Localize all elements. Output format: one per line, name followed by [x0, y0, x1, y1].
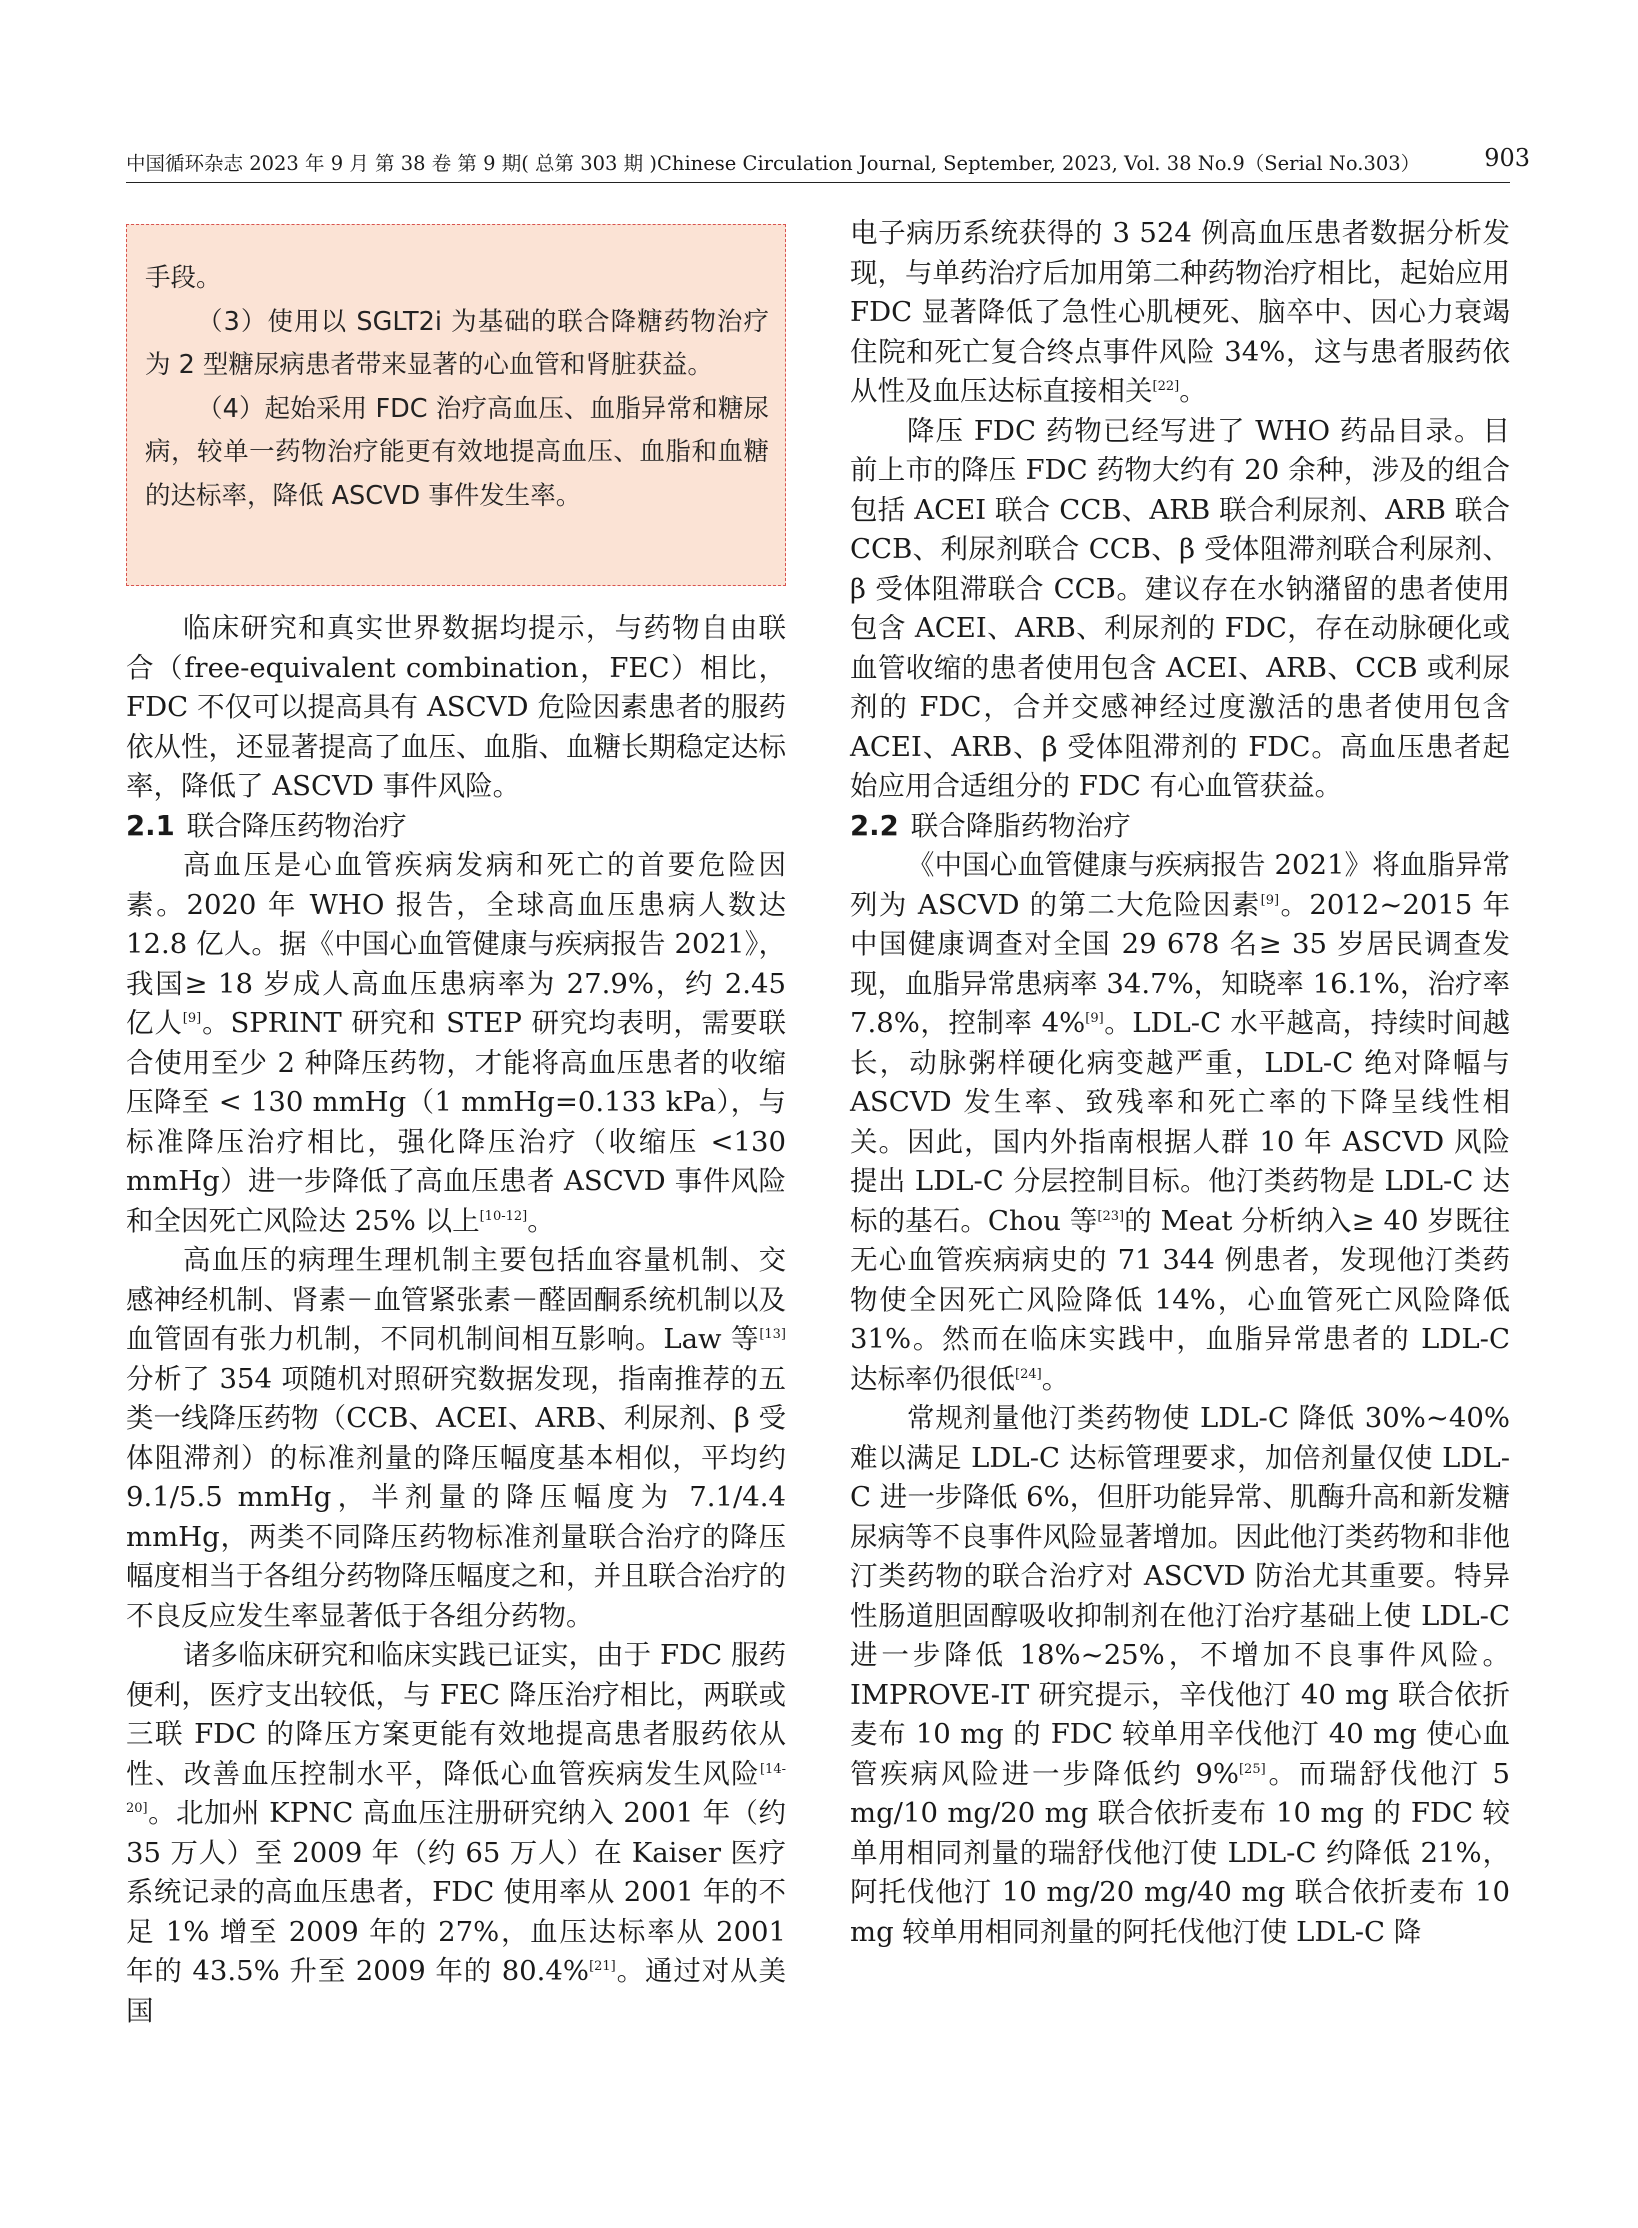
- text-run: 电子病历系统获得的 3 524 例高血压患者数据分析发现，与单药治疗后加用第二种药物治疗相比，起始应用 FDC 显著降低了急性心肌梗死、脑卒中、因心力衰竭住院和死亡复合终点事件风险 34%，这与患者服药依从性及血压达标直接相关: [850, 217, 1510, 407]
- text-run: 。北加州 KPNC 高血压注册研究纳入 2001 年（约 35 万人）至 2009 年（约 65 万人）在 Kaiser 医疗系统记录的高血压患者，FDC 使用率从 2001 年的不足 1% 增至 2009 年的 27%，血压达标率从 2001 年的 43.5% 升至 2009 年的 80.4%: [126, 1797, 786, 1987]
- body-paragraph: [126, 1636, 786, 2031]
- box-paragraph: （4）起始采用 FDC 治疗高血压、血脂异常和糖尿病，较单一药物治疗能更有效地提高血压、血脂和血糖的达标率，降低 ASCVD 事件发生率。: [145, 393, 769, 511]
- text-run: 。: [527, 1204, 555, 1237]
- text-run: 。LDL-C 水平越高，持续时间越长，动脉粥样硬化病变越严重，LDL-C 绝对降幅与 ASCVD 发生率、致残率和死亡率的下降呈线性相关。因此，国内外指南根据人群 10 年 ASCVD 风险提出 LDL-C 分层控制目标。他汀类药物是 LDL-C 达标的基石。Chou 等: [850, 1007, 1510, 1237]
- running-header: 中国循环杂志 2023 年 9 月 第 38 卷 第 9 期( 总第 303 期 )Chinese Circulation Journal, September, 2023, Vol. 38 No.9（Serial No.303）: [126, 152, 1421, 175]
- text-run: 。: [1179, 375, 1207, 407]
- citation-ref: [24]: [1015, 1366, 1042, 1382]
- left-column: [126, 609, 786, 2031]
- citation-ref: [9]: [1085, 1010, 1104, 1026]
- citation-ref: [21]: [589, 1958, 616, 1974]
- citation-ref: [13]: [759, 1326, 786, 1342]
- text-run: 高血压的病理生理机制主要包括血容量机制、交感神经机制、肾素－血管紧张素－醛固酮系统机制以及血管固有张力机制，不同机制间相互影响。Law 等: [126, 1244, 786, 1355]
- body-paragraph: [126, 1241, 786, 1636]
- body-paragraph: [850, 214, 1510, 412]
- text-run: 的 Meat 分析纳入≥ 40 岁既往无心血管疾病病史的 71 344 例患者，发现他汀类药物使全因死亡风险降低 14%，心血管死亡风险降低 31%。然而在临床实践中，血脂异常患者的 LDL-C 达标率仍很低: [850, 1204, 1510, 1395]
- body-paragraph: 降压 FDC 药物已经写进了 WHO 药品目录。目前上市的降压 FDC 药物大约有 20 余种，涉及的组合包括 ACEI 联合 CCB、ARB 联合利尿剂、ARB 联合 CCB、利尿剂联合 CCB、β 受体阻滞剂联合利尿剂、β 受体阻滞联合 CCB。建议存在水钠潴留的患者使用包含 ACEI、ARB、利尿剂的 FDC，存在动脉硬化或血管收缩的患者使用包含 ACEI、ARB、CCB 或利尿剂的 FDC，合并交感神经过度激活的患者使用包含 ACEI、ARB、β 受体阻滞剂的 FDC。高血压患者起始应用合适组分的 FDC 有心血管获益。: [850, 414, 1510, 802]
- text-run: 。SPRINT 研究和 STEP 研究均表明，需要联合使用至少 2 种降压药物，才能将高血压患者的收缩压降至 < 130 mmHg（1 mmHg=0.133 kPa），与标准降压治疗相比，强化降压治疗（收缩压 <130 mmHg）进一步降低了高血压患者 ASCVD 事件风险和全因死亡风险达 25% 以上: [126, 1007, 786, 1237]
- section-heading-2-1: [126, 807, 786, 847]
- text-run: 。而瑞舒伐他汀 5 mg/10 mg/20 mg 联合依折麦布 10 mg 的 FDC 较单用相同剂量的瑞舒伐他汀使 LDL-C 约降低 21%，阿托伐他汀 10 mg/20 mg/40 mg 联合依折麦布 10 mg 较单用相同剂量的阿托伐他汀使 LDL-C 降: [850, 1757, 1510, 1948]
- citation-ref: [25]: [1238, 1761, 1266, 1777]
- text-run: 。: [1041, 1362, 1070, 1395]
- text-run: 。通过对从美国: [126, 1955, 787, 2027]
- citation-ref: [14-20]: [126, 1761, 786, 1816]
- text-run: 诸多临床研究和临床实践已证实，由于 FDC 服药便利，医疗支出较低，与 FEC 降压治疗相比，两联或三联 FDC 的降压方案更能有效地提高患者服药依从性、改善血压控制水平，降低心血管疾病发生风险: [126, 1639, 786, 1790]
- text-run: 分析了 354 项随机对照研究数据发现，指南推荐的五类一线降压药物（CCB、ACEI、ARB、利尿剂、β 受体阻滞剂）的标准剂量的降压幅度基本相似，平均约 9.1/5.5 mmHg，半剂量的降压幅度为 7.1/4.4 mmHg，两类不同降压药物标准剂量联合治疗的降压幅度相当于各组分药物降压幅度之和，并且联合治疗的不良反应发生率显著低于各组分药物。: [126, 1362, 786, 1632]
- section-title: 联合降脂药物治疗: [910, 809, 1131, 842]
- text-run: 常规剂量他汀类药物使 LDL-C 降低 30%~40% 难以满足 LDL-C 达标管理要求，加倍剂量仅使 LDL-C 进一步降低 6%，但肝功能异常、肌酶升高和新发糖尿病等不良事件风险显著增加。因此他汀类药物和非他汀类药物的联合治疗对 ASCVD 防治尤其重要。特异性肠道胆固醇吸收抑制剂在他汀治疗基础上使 LDL-C 进一步降低 18%~25%，不增加不良事件风险。IMPROVE-IT 研究提示，辛伐他汀 40 mg 联合依折麦布 10 mg 的 FDC 较单用辛伐他汀 40 mg 使心血管疾病风险进一步降低约 9%: [850, 1402, 1510, 1790]
- text-run: 《中国心血管健康与疾病报告 2021》将血脂异常列为 ASCVD 的第二大危险因素: [850, 849, 1510, 921]
- citation-ref: [9]: [182, 1010, 202, 1026]
- citation-ref: [9]: [1260, 892, 1280, 908]
- body-paragraph: [126, 846, 786, 1241]
- citation-ref: [10-12]: [479, 1208, 528, 1224]
- section-heading-2-2: [850, 807, 1510, 847]
- text-run: 高血压是心血管疾病发病和死亡的首要危险因素。2020 年 WHO 报告，全球高血压患病人数达 12.8 亿人。据《中国心血管健康与疾病报告 2021》，我国≥ 18 岁成人高血压患病率为 27.9%，约 2.45 亿人: [126, 849, 786, 1039]
- body-paragraph: 临床研究和真实世界数据均提示，与药物自由联合（free-equivalent combination，FEC）相比，FDC 不仅可以提高具有 ASCVD 危险因素患者的服药依从性，还显著提高了血压、血脂、血糖长期稳定达标率，降低了 ASCVD 事件风险。: [126, 612, 786, 802]
- right-column: [850, 214, 1510, 1952]
- text-run: 。2012~2015 年中国健康调查对全国 29 678 名≥ 35 岁居民调查发现，血脂异常患病率 34.7%，知晓率 16.1%，治疗率 7.8%，控制率 4%: [850, 888, 1510, 1039]
- page-number: 903: [1484, 144, 1530, 172]
- section-title: 联合降压药物治疗: [186, 809, 407, 842]
- body-paragraph: [850, 1399, 1510, 1952]
- box-paragraph: 手段。: [145, 263, 222, 293]
- section-number: 2.2: [850, 809, 899, 842]
- body-paragraph: [850, 846, 1510, 1399]
- section-number: 2.1: [126, 809, 175, 842]
- citation-ref: [23]: [1097, 1208, 1125, 1224]
- citation-ref: [22]: [1152, 378, 1180, 394]
- box-paragraph: （3）使用以 SGLT2i 为基础的联合降糖药物治疗为 2 型糖尿病患者带来显著的心血管和肾脏获益。: [145, 306, 769, 380]
- key-points-box: [126, 224, 786, 586]
- header-rule: [126, 182, 1510, 183]
